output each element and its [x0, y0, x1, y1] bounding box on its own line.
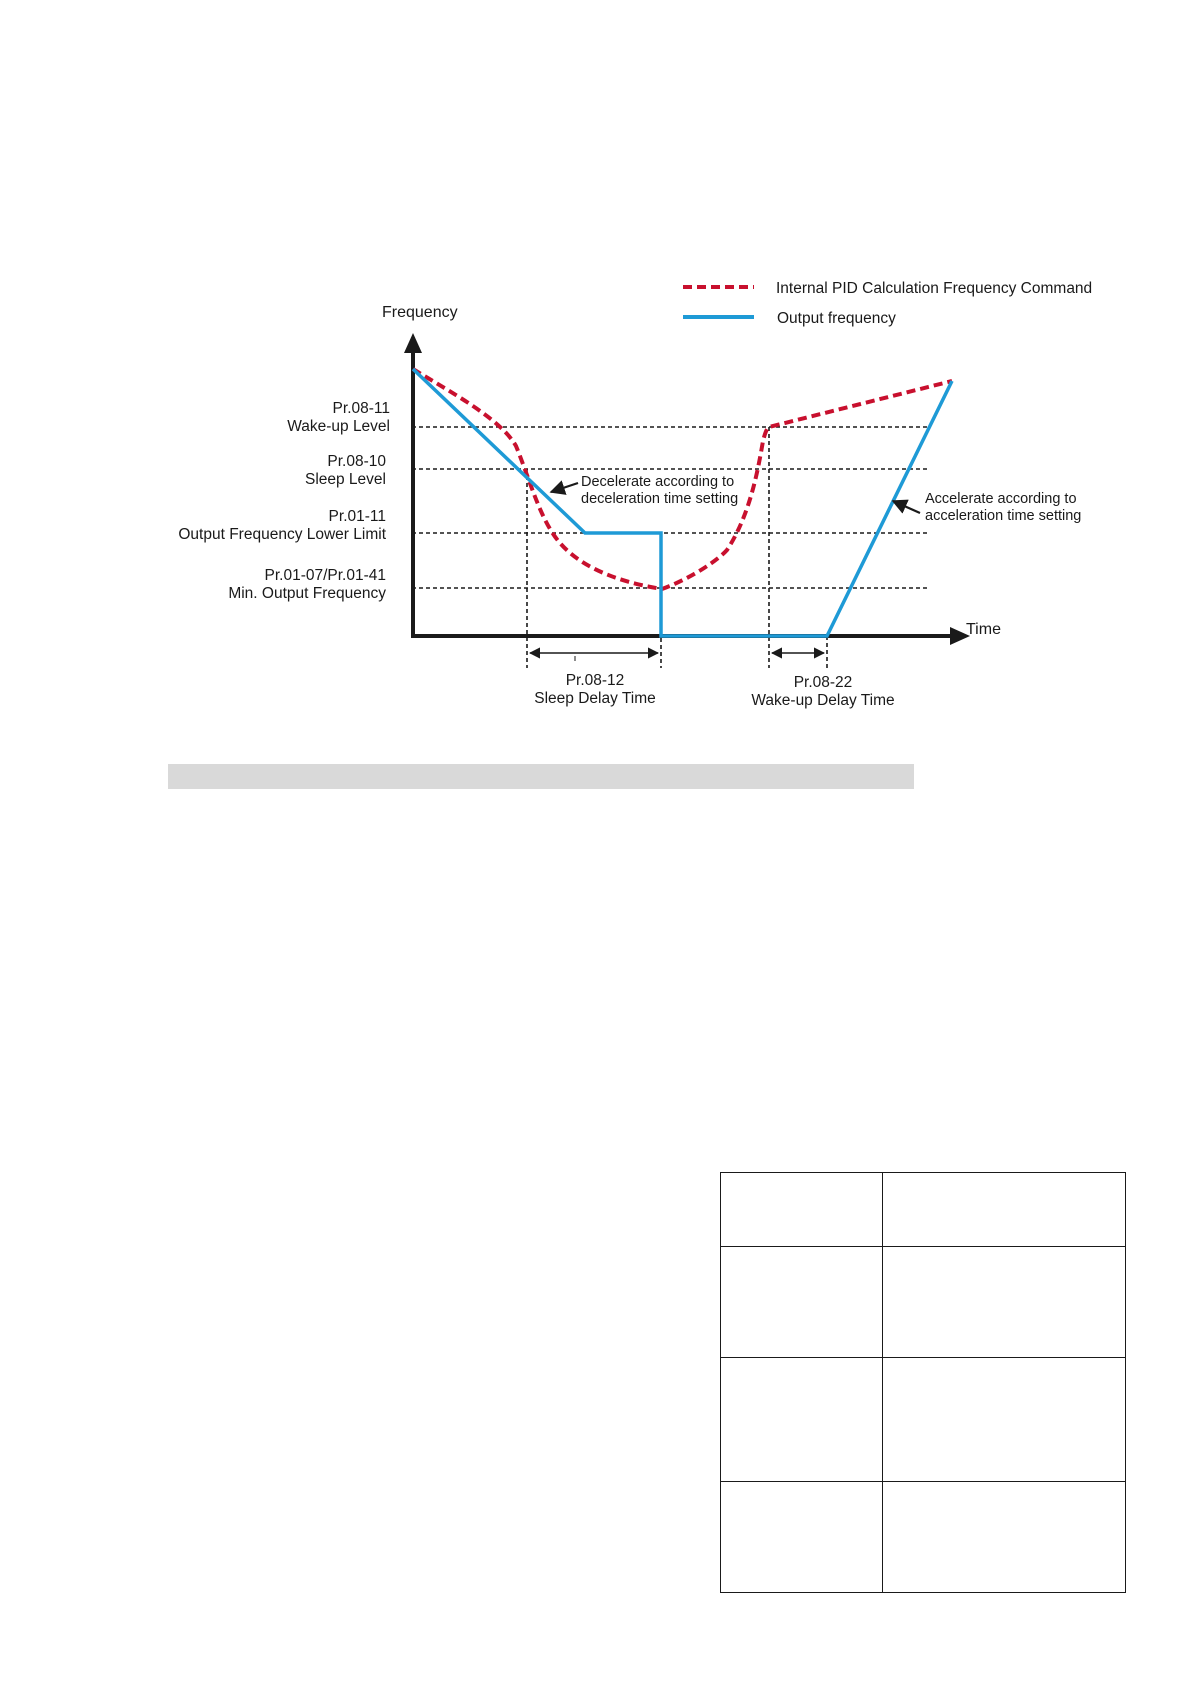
- y-axis-arrowhead: [404, 333, 422, 353]
- level-reference-lines: [412, 427, 930, 588]
- section-band: [168, 764, 914, 789]
- lower-limit-code: Pr.01-11: [328, 508, 386, 525]
- min-output-name: Min. Output Frequency: [228, 585, 386, 602]
- sleep-level-code: Pr.08-10: [327, 453, 386, 470]
- accel-note-line2: acceleration time setting: [925, 508, 1082, 524]
- lower-limit-name: Output Frequency Lower Limit: [178, 526, 386, 543]
- table-cell: [721, 1173, 883, 1247]
- wake-up-level-name: Wake-up Level: [287, 418, 390, 435]
- table-cell: [721, 1482, 883, 1593]
- y-axis-title: Frequency: [382, 304, 458, 321]
- wakeup-delay-name: Wake-up Delay Time: [751, 692, 895, 709]
- table-row: [721, 1173, 1126, 1247]
- decel-note-line2: deceleration time setting: [581, 491, 739, 507]
- table-cell: [883, 1247, 1126, 1358]
- sleep-wakeup-diagram: [0, 0, 1191, 740]
- table-cell: [721, 1247, 883, 1358]
- table-cell: [883, 1358, 1126, 1482]
- accel-note-line1: Accelerate according to: [925, 491, 1077, 507]
- sleep-delay-code: Pr.08-12: [565, 672, 625, 689]
- empty-parameter-table: [720, 1172, 1126, 1593]
- wakeup-delay-code: Pr.08-22: [793, 674, 853, 691]
- table-cell: [883, 1482, 1126, 1593]
- min-output-code: Pr.01-07/Pr.01-41: [264, 567, 386, 584]
- table-row: [721, 1482, 1126, 1593]
- sleep-level-name: Sleep Level: [304, 471, 386, 488]
- table-row: [721, 1247, 1126, 1358]
- sleep-delay-name: Sleep Delay Time: [534, 690, 656, 707]
- time-markers: [527, 427, 827, 668]
- wake-up-level-code: Pr.08-11: [332, 400, 390, 417]
- table-cell: [721, 1358, 883, 1482]
- x-axis-title: Time: [966, 621, 1001, 638]
- legend-pid-label: Internal PID Calculation Frequency Command: [776, 280, 1093, 297]
- table-row: [721, 1358, 1126, 1482]
- accel-pointer: [893, 501, 920, 513]
- decel-pointer: [551, 483, 578, 492]
- table-cell: [883, 1173, 1126, 1247]
- legend-output-label: Output frequency: [777, 310, 896, 327]
- decel-note-line1: Decelerate according to: [581, 474, 735, 490]
